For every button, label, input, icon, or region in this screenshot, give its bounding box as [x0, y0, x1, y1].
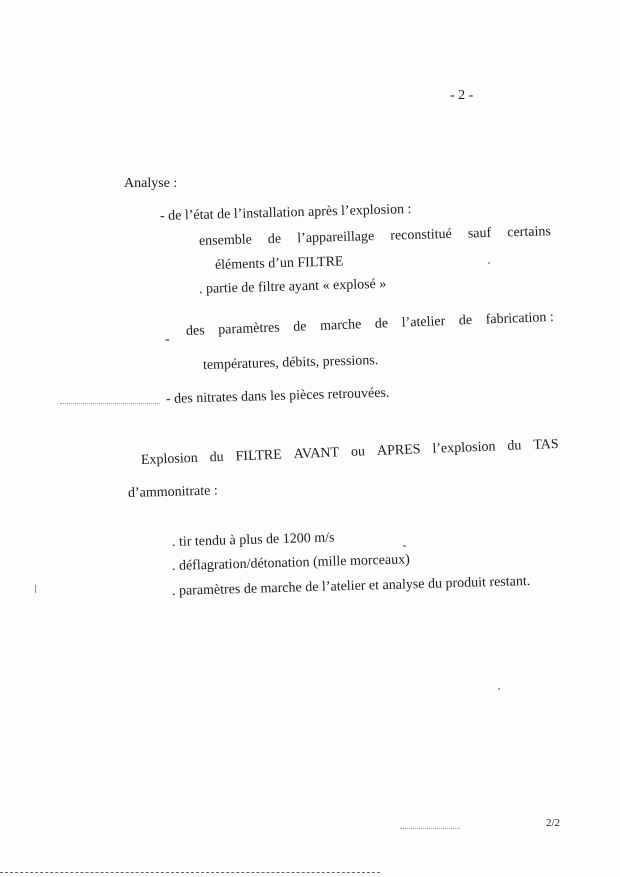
word: Explosion — [140, 450, 199, 468]
page-number: - 2 - — [450, 88, 474, 103]
explosion-bullet-parameters: . paramètres de marche de l’atelier et analyse du produit restant. — [171, 573, 531, 599]
word: FILTRE — [235, 447, 283, 465]
analysis-subitem-equipment-cont: éléments d’un FILTRE — [214, 254, 344, 273]
scan-speck — [35, 585, 36, 593]
scan-bottom-edge — [0, 872, 380, 874]
word: AVANT — [293, 445, 340, 463]
word: de — [374, 316, 389, 332]
scan-speck — [488, 262, 490, 264]
word: de — [292, 319, 307, 335]
analysis-item-parameters — [186, 310, 554, 340]
word: de — [267, 231, 282, 248]
analysis-subitem-filter-part: . partie de filtre ayant « explosé » — [198, 276, 387, 297]
word: de — [458, 313, 473, 329]
analysis-item-nitrates: - des nitrates dans les pièces retrouvées. — [165, 385, 390, 407]
word: l’explosion — [432, 439, 496, 457]
word: APRES — [376, 442, 421, 459]
word: marche — [319, 317, 362, 334]
word: paramètres — [217, 320, 280, 338]
word: du — [209, 449, 224, 466]
explosion-question-line1 — [141, 437, 559, 469]
word: du — [507, 438, 522, 454]
explosion-bullet-deflagration: . déflagration/détonation (mille morceaux) — [171, 552, 411, 574]
analysis-heading: Analyse : — [124, 176, 178, 191]
word: des — [185, 323, 205, 339]
page-indicator: 2/2 — [546, 817, 561, 829]
word: l’appareillage — [297, 229, 375, 247]
explosion-bullet-trajectory: . tir tendu à plus de 1200 m/s — [171, 530, 335, 550]
word: sauf — [467, 225, 492, 242]
word: reconstitué — [390, 226, 452, 244]
explosion-question-line2: d’ammonitrate : — [127, 483, 218, 501]
analysis-subitem-measures: températures, débits, pressions. — [202, 353, 379, 373]
analysis-subitem-equipment — [199, 224, 551, 250]
word: fabrication : — [485, 309, 554, 328]
word: ou — [350, 444, 366, 460]
scan-speck — [403, 545, 406, 547]
word: certains — [507, 224, 552, 241]
scan-noise-line — [60, 403, 160, 405]
analysis-item2-dash: - — [165, 332, 170, 347]
scan-noise-line — [400, 828, 460, 830]
word: TAS — [533, 436, 559, 453]
analysis-item-installation: - de l’état de l’installation après l’explosion : — [159, 201, 412, 224]
word: l’atelier — [401, 314, 446, 331]
scan-speck — [498, 688, 500, 690]
word: ensemble — [198, 232, 253, 249]
